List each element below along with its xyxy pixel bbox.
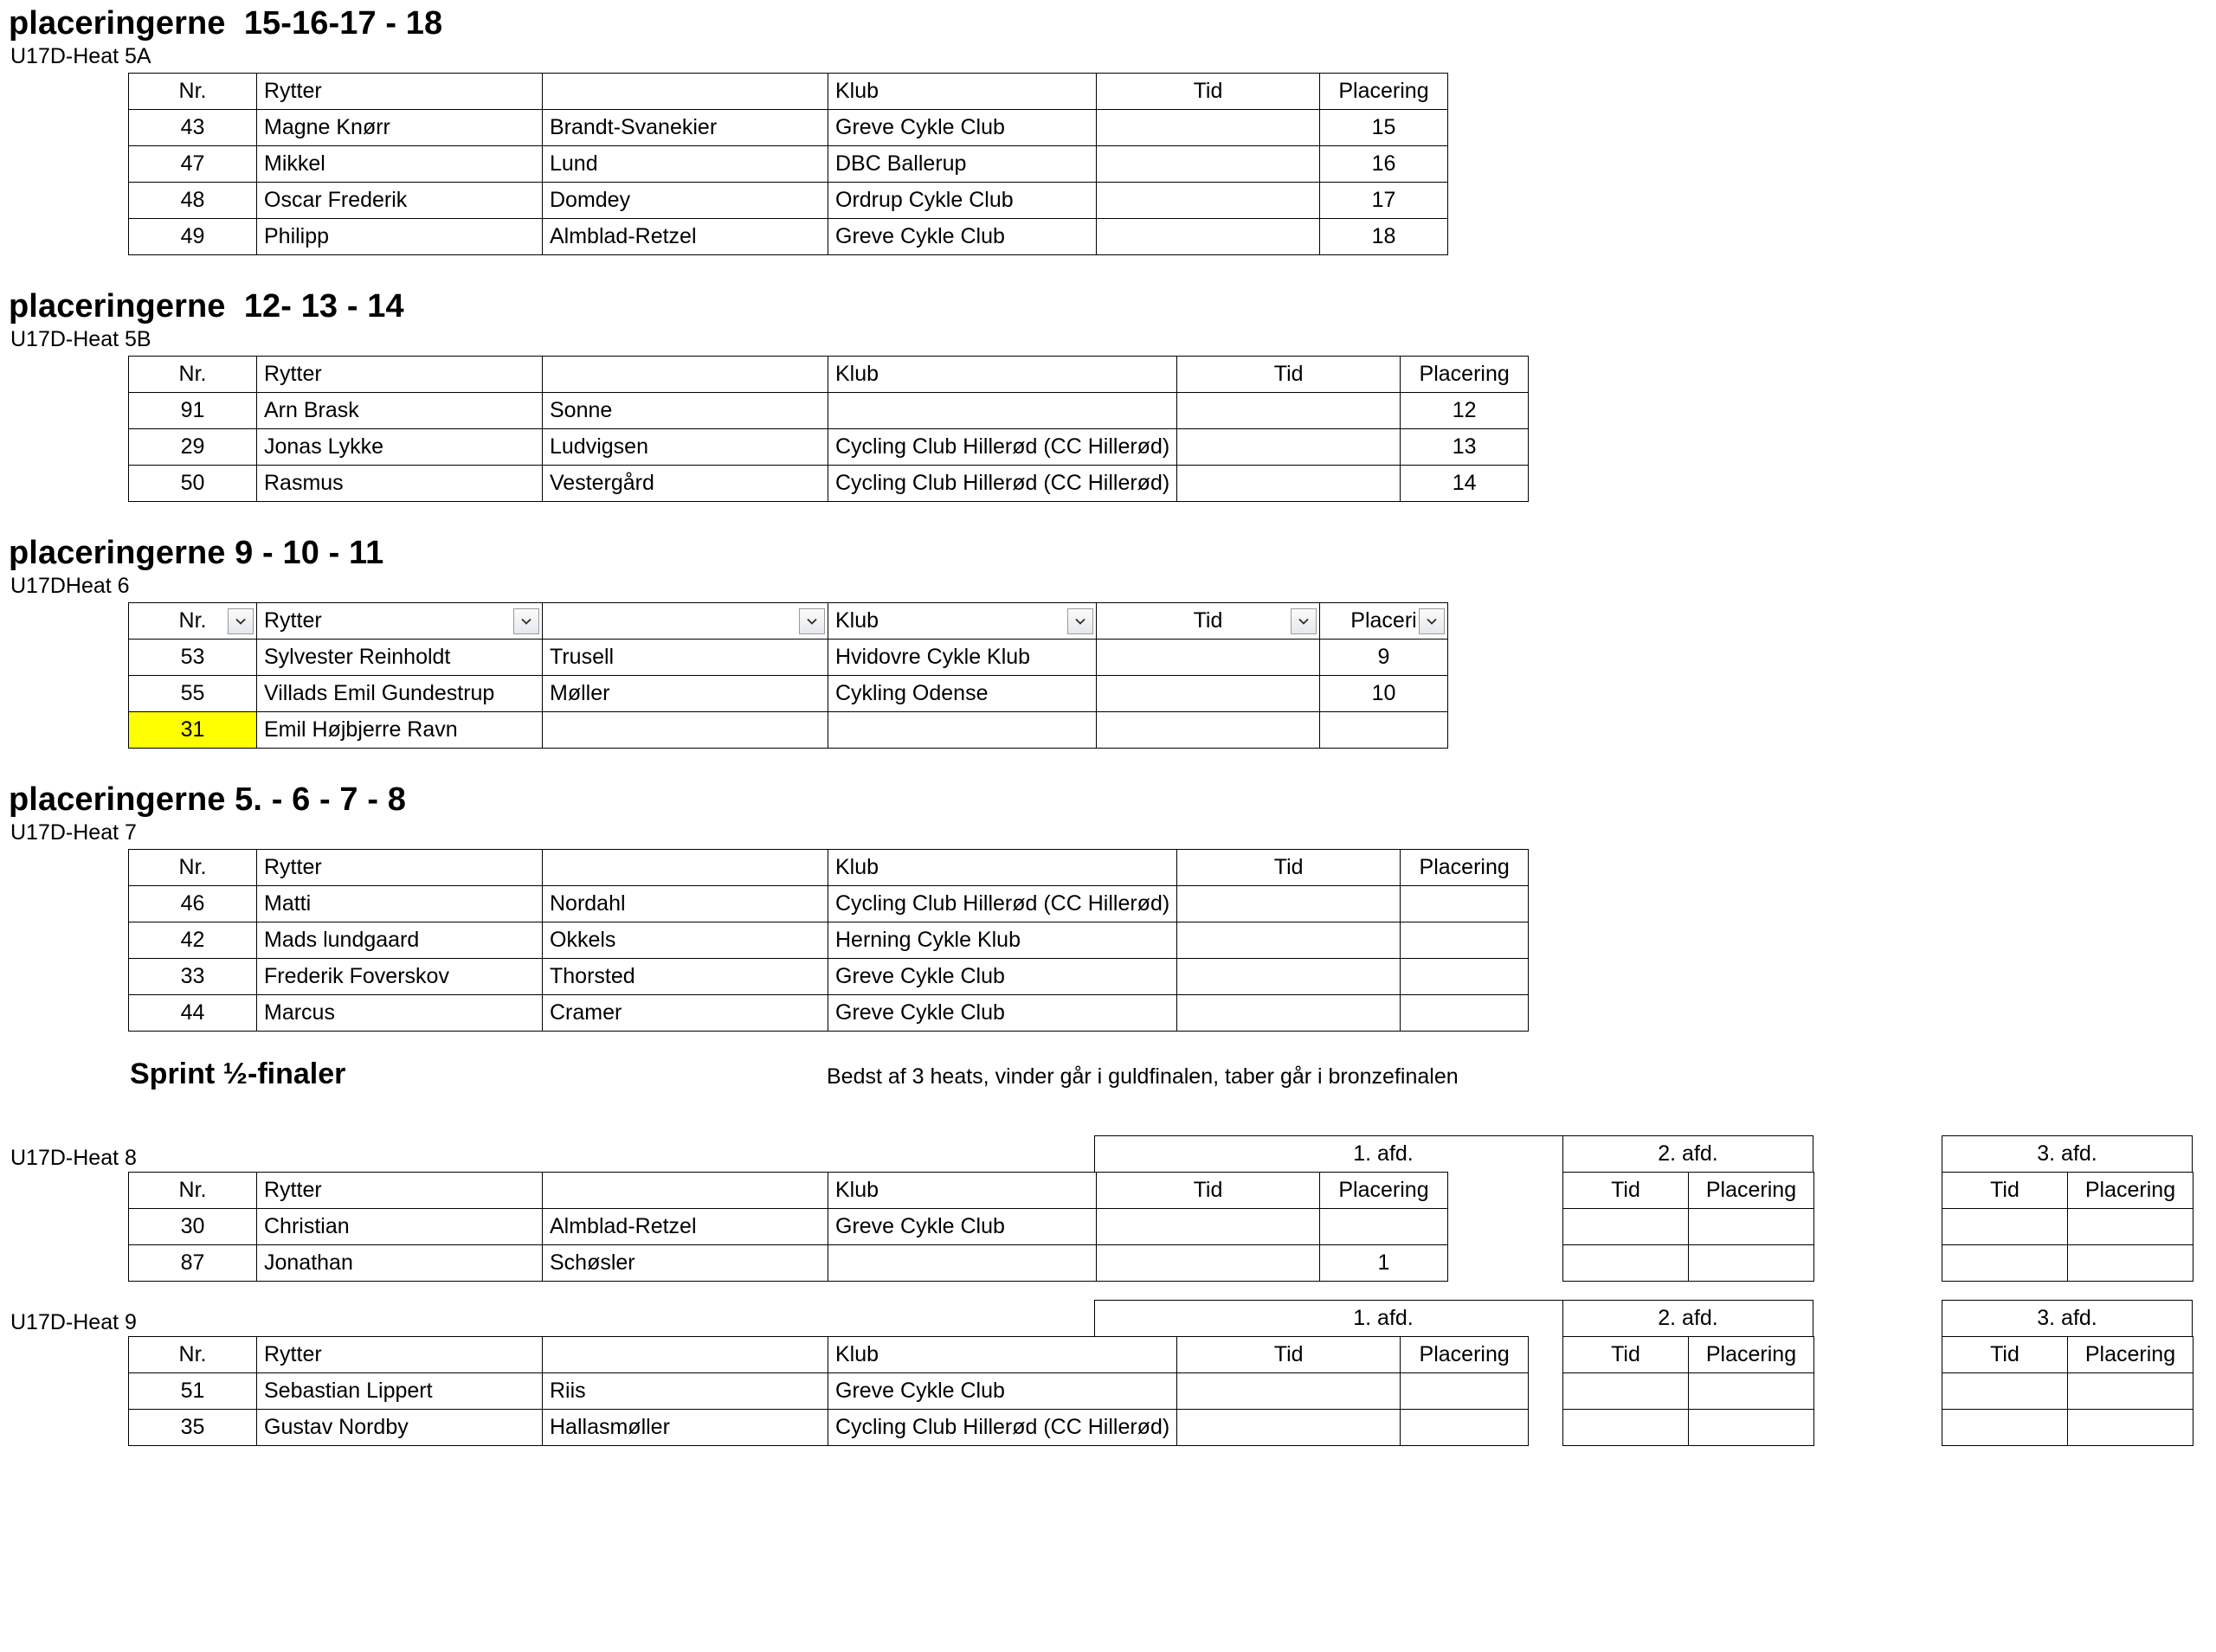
cell-rytter: Jonas Lykke xyxy=(257,429,543,466)
col-placering xyxy=(1320,603,1448,640)
table-row xyxy=(129,429,1529,466)
filter-dropdown-icon[interactable] xyxy=(1419,608,1445,634)
results-table xyxy=(128,602,1448,749)
results-table xyxy=(128,73,1448,255)
heat-label: U17D-Heat 7 xyxy=(10,820,137,845)
cell-tid xyxy=(1177,1410,1401,1446)
cell-efternavn: Trusell xyxy=(543,640,828,676)
cell-rytter: Gustav Nordby xyxy=(257,1410,543,1446)
cell-placering: 18 xyxy=(1320,219,1448,255)
cell-tid xyxy=(1563,1373,1689,1410)
afd-1-label: 1. afd. xyxy=(1094,1300,1672,1336)
cell-placering: 14 xyxy=(1401,466,1529,502)
section-heat-8 xyxy=(0,1104,2216,1275)
cell-rytter: Mads lundgaard xyxy=(257,922,543,959)
table-row xyxy=(1563,1209,1814,1245)
table-row xyxy=(1563,1410,1814,1446)
cell-efternavn: Sonne xyxy=(543,393,828,429)
col-efternavn xyxy=(543,357,828,393)
cell-tid xyxy=(1097,219,1320,255)
section-title: placeringerne 5. - 6 - 7 - 8 xyxy=(9,781,406,818)
cell-efternavn: Almblad-Retzel xyxy=(543,1209,828,1245)
col-tid: Tid xyxy=(1942,1173,2068,1209)
col-efternavn xyxy=(543,1173,828,1209)
col-tid: Tid xyxy=(1097,1173,1320,1209)
table-header-row xyxy=(1563,1173,1814,1209)
cell-tid xyxy=(1097,110,1320,146)
cell-klub: Cycling Club Hillerød (CC Hillerød) xyxy=(828,429,1177,466)
col-tid: Tid xyxy=(1177,1337,1401,1373)
cell-rytter: Sylvester Reinholdt xyxy=(257,640,543,676)
cell-tid xyxy=(1563,1209,1689,1245)
afd-2-label: 2. afd. xyxy=(1562,1135,1813,1172)
cell-nr: 51 xyxy=(129,1373,257,1410)
col-placering-label: Placeri xyxy=(1350,608,1417,633)
table-row xyxy=(1563,1373,1814,1410)
filter-dropdown-icon[interactable] xyxy=(1291,608,1317,634)
cell-placering xyxy=(1401,1410,1529,1446)
col-efternavn xyxy=(543,850,828,886)
cell-efternavn: Schøsler xyxy=(543,1245,828,1282)
cell-tid xyxy=(1177,393,1401,429)
cell-efternavn xyxy=(543,712,828,749)
cell-tid xyxy=(1097,640,1320,676)
cell-efternavn: Møller xyxy=(543,676,828,712)
cell-klub: Greve Cykle Club xyxy=(828,219,1097,255)
cell-placering xyxy=(1320,1209,1448,1245)
cell-efternavn: Vestergård xyxy=(543,466,828,502)
cell-rytter: Frederik Foverskov xyxy=(257,959,543,995)
afd-3-label: 3. afd. xyxy=(1942,1300,2193,1336)
cell-nr: 48 xyxy=(129,183,257,219)
cell-tid xyxy=(1097,712,1320,749)
table-row xyxy=(129,886,1529,922)
table-row xyxy=(129,959,1529,995)
cell-efternavn: Brandt-Svanekier xyxy=(543,110,828,146)
afd-2-table xyxy=(1562,1172,1814,1282)
section-heat-5b xyxy=(0,288,2216,502)
table-row xyxy=(1942,1373,2193,1410)
heat-label: U17D-Heat 8 xyxy=(10,1146,137,1170)
cell-placering xyxy=(2068,1373,2193,1410)
col-placering: Placering xyxy=(1320,1173,1448,1209)
col-efternavn xyxy=(543,74,828,110)
cell-placering xyxy=(1689,1209,1814,1245)
section-title: placeringerne 9 - 10 - 11 xyxy=(9,535,384,571)
table-row xyxy=(129,1373,1529,1410)
table-header-row xyxy=(129,1337,1529,1373)
cell-rytter: Rasmus xyxy=(257,466,543,502)
cell-tid xyxy=(1177,995,1401,1032)
col-tid xyxy=(1097,603,1320,640)
col-klub xyxy=(828,603,1097,640)
results-table xyxy=(128,1336,1529,1446)
cell-klub: Greve Cykle Club xyxy=(828,1209,1097,1245)
cell-rytter: Emil Højbjerre Ravn xyxy=(257,712,543,749)
heat-label: U17DHeat 6 xyxy=(10,574,130,598)
col-tid: Tid xyxy=(1942,1337,2068,1373)
table-header-row xyxy=(129,603,1448,640)
heat-9-afd-2-block xyxy=(1562,1300,1814,1446)
col-rytter: Rytter xyxy=(257,1337,543,1373)
col-klub: Klub xyxy=(828,850,1177,886)
cell-tid xyxy=(1177,429,1401,466)
cell-placering: 13 xyxy=(1401,429,1529,466)
cell-placering: 17 xyxy=(1320,183,1448,219)
cell-tid xyxy=(1177,886,1401,922)
table-row xyxy=(129,183,1448,219)
cell-tid xyxy=(1097,676,1320,712)
col-efternavn xyxy=(543,1337,828,1373)
heat-8-afd-3-block xyxy=(1942,1135,2193,1282)
cell-tid xyxy=(1097,1209,1320,1245)
cell-placering xyxy=(1401,922,1529,959)
cell-nr: 87 xyxy=(129,1245,257,1282)
col-klub: Klub xyxy=(828,74,1097,110)
results-table xyxy=(128,849,1529,1032)
table-row xyxy=(129,146,1448,183)
afd-1-label: 1. afd. xyxy=(1094,1135,1672,1172)
cell-klub: DBC Ballerup xyxy=(828,146,1097,183)
section-heat-6 xyxy=(0,535,2216,749)
cell-rytter: Arn Brask xyxy=(257,393,543,429)
cell-tid xyxy=(1942,1410,2068,1446)
sprint-note: Bedst af 3 heats, vinder går i guldfinalen, taber går i bronzefinalen xyxy=(827,1064,1459,1089)
col-rytter: Rytter xyxy=(257,74,543,110)
filter-dropdown-icon[interactable] xyxy=(513,608,539,634)
col-nr: Nr. xyxy=(129,1337,257,1373)
table-row xyxy=(129,640,1448,676)
col-efternavn xyxy=(543,603,828,640)
cell-klub: Cycling Club Hillerød (CC Hillerød) xyxy=(828,886,1177,922)
col-rytter: Rytter xyxy=(257,850,543,886)
cell-placering xyxy=(1689,1373,1814,1410)
cell-efternavn: Almblad-Retzel xyxy=(543,219,828,255)
col-placering: Placering xyxy=(1401,357,1529,393)
col-placering: Placering xyxy=(1689,1173,1814,1209)
cell-rytter: Marcus xyxy=(257,995,543,1032)
heat-label: U17D-Heat 9 xyxy=(10,1310,137,1334)
cell-nr: 50 xyxy=(129,466,257,502)
col-placering: Placering xyxy=(1401,850,1529,886)
table-row xyxy=(1942,1209,2193,1245)
cell-klub: Greve Cykle Club xyxy=(828,959,1177,995)
table-row xyxy=(129,110,1448,146)
filter-dropdown-icon[interactable] xyxy=(1067,608,1093,634)
cell-nr: 47 xyxy=(129,146,257,183)
cell-tid xyxy=(1097,146,1320,183)
cell-nr: 33 xyxy=(129,959,257,995)
cell-placering: 1 xyxy=(1320,1245,1448,1282)
cell-klub xyxy=(828,712,1097,749)
col-nr: Nr. xyxy=(129,74,257,110)
cell-placering xyxy=(1401,995,1529,1032)
table-row xyxy=(1942,1410,2193,1446)
cell-nr: 53 xyxy=(129,640,257,676)
afd-3-table xyxy=(1942,1172,2193,1282)
cell-nr: 55 xyxy=(129,676,257,712)
col-placering: Placering xyxy=(1320,74,1448,110)
col-placering: Placering xyxy=(1689,1337,1814,1373)
col-tid-label: Tid xyxy=(1193,608,1223,633)
col-nr: Nr. xyxy=(129,1173,257,1209)
col-placering: Placering xyxy=(2068,1337,2193,1373)
heat-label: U17D-Heat 5A xyxy=(10,44,151,68)
cell-efternavn: Nordahl xyxy=(543,886,828,922)
cell-klub: Greve Cykle Club xyxy=(828,995,1177,1032)
cell-efternavn: Riis xyxy=(543,1373,828,1410)
table-header-row xyxy=(1942,1337,2193,1373)
cell-klub: Cykling Odense xyxy=(828,676,1097,712)
cell-efternavn: Domdey xyxy=(543,183,828,219)
cell-tid xyxy=(1942,1373,2068,1410)
col-rytter-label: Rytter xyxy=(264,608,322,633)
cell-klub: Hvidovre Cykle Klub xyxy=(828,640,1097,676)
cell-efternavn: Okkels xyxy=(543,922,828,959)
table-row xyxy=(129,1209,1448,1245)
cell-efternavn: Cramer xyxy=(543,995,828,1032)
heat-8-main-block xyxy=(128,1135,1672,1282)
afd-2-table xyxy=(1562,1336,1814,1446)
cell-tid xyxy=(1177,922,1401,959)
table-header-row xyxy=(129,357,1529,393)
table-row xyxy=(129,466,1529,502)
cell-placering xyxy=(1401,1373,1529,1410)
afd-3-label: 3. afd. xyxy=(1942,1135,2193,1172)
cell-placering: 16 xyxy=(1320,146,1448,183)
col-tid: Tid xyxy=(1177,850,1401,886)
cell-klub: Cycling Club Hillerød (CC Hillerød) xyxy=(828,1410,1177,1446)
col-rytter: Rytter xyxy=(257,357,543,393)
cell-nr: 30 xyxy=(129,1209,257,1245)
cell-rytter: Philipp xyxy=(257,219,543,255)
col-nr: Nr. xyxy=(129,850,257,886)
section-heat-9 xyxy=(0,1269,2216,1439)
cell-nr: 46 xyxy=(129,886,257,922)
col-nr xyxy=(129,603,257,640)
cell-klub: Greve Cykle Club xyxy=(828,1373,1177,1410)
section-heat-7 xyxy=(0,781,2216,1032)
col-rytter: Rytter xyxy=(257,1173,543,1209)
cell-rytter: Villads Emil Gundestrup xyxy=(257,676,543,712)
cell-efternavn: Thorsted xyxy=(543,959,828,995)
cell-rytter: Oscar Frederik xyxy=(257,183,543,219)
cell-placering: 12 xyxy=(1401,393,1529,429)
sprint-title: Sprint ½-finaler xyxy=(130,1057,346,1090)
cell-klub xyxy=(828,393,1177,429)
heat-label: U17D-Heat 5B xyxy=(10,327,151,351)
table-header-row xyxy=(129,850,1529,886)
heat-9-afd-3-block xyxy=(1942,1300,2193,1446)
afd-3-table xyxy=(1942,1336,2193,1446)
afd-2-label: 2. afd. xyxy=(1562,1300,1813,1336)
cell-nr: 29 xyxy=(129,429,257,466)
cell-nr: 42 xyxy=(129,922,257,959)
cell-rytter: Christian xyxy=(257,1209,543,1245)
col-placering: Placering xyxy=(2068,1173,2193,1209)
cell-klub: Cycling Club Hillerød (CC Hillerød) xyxy=(828,466,1177,502)
filter-dropdown-icon[interactable] xyxy=(799,608,825,634)
col-klub: Klub xyxy=(828,1173,1097,1209)
table-row xyxy=(129,922,1529,959)
col-tid: Tid xyxy=(1563,1173,1689,1209)
col-tid: Tid xyxy=(1563,1337,1689,1373)
cell-placering xyxy=(1689,1410,1814,1446)
col-nr-label: Nr. xyxy=(178,608,207,633)
cell-placering xyxy=(2068,1410,2193,1446)
cell-efternavn: Lund xyxy=(543,146,828,183)
cell-nr: 35 xyxy=(129,1410,257,1446)
col-klub: Klub xyxy=(828,1337,1177,1373)
cell-rytter: Jonathan xyxy=(257,1245,543,1282)
filter-dropdown-icon[interactable] xyxy=(228,608,254,634)
table-row xyxy=(129,712,1448,749)
table-header-row xyxy=(1942,1173,2193,1209)
col-placering: Placering xyxy=(1401,1337,1529,1373)
table-header-row xyxy=(129,74,1448,110)
cell-tid xyxy=(1942,1209,2068,1245)
cell-rytter: Mikkel xyxy=(257,146,543,183)
cell-efternavn: Hallasmøller xyxy=(543,1410,828,1446)
table-row xyxy=(129,219,1448,255)
cell-rytter: Sebastian Lippert xyxy=(257,1373,543,1410)
cell-klub: Herning Cykle Klub xyxy=(828,922,1177,959)
section-title: placeringerne 12- 13 - 14 xyxy=(9,288,404,325)
cell-tid xyxy=(1097,183,1320,219)
cell-placering xyxy=(1401,886,1529,922)
cell-placering xyxy=(1401,959,1529,995)
table-row xyxy=(129,393,1529,429)
section-title: placeringerne 15-16-17 - 18 xyxy=(9,5,443,42)
heat-8-afd-2-block xyxy=(1562,1135,1814,1282)
heat-9-main-block xyxy=(128,1300,1672,1446)
cell-nr: 91 xyxy=(129,393,257,429)
table-header-row xyxy=(1563,1337,1814,1373)
cell-nr: 49 xyxy=(129,219,257,255)
table-row xyxy=(129,676,1448,712)
col-tid: Tid xyxy=(1177,357,1401,393)
table-header-row xyxy=(129,1173,1448,1209)
cell-placering: 15 xyxy=(1320,110,1448,146)
cell-rytter: Matti xyxy=(257,886,543,922)
cell-tid xyxy=(1177,1373,1401,1410)
table-row xyxy=(129,995,1529,1032)
results-table xyxy=(128,1172,1448,1282)
cell-placering xyxy=(2068,1209,2193,1245)
cell-efternavn: Ludvigsen xyxy=(543,429,828,466)
cell-klub: Greve Cykle Club xyxy=(828,110,1097,146)
cell-placering: 10 xyxy=(1320,676,1448,712)
cell-tid xyxy=(1563,1410,1689,1446)
results-table xyxy=(128,356,1529,502)
sprint-semifinals-header xyxy=(0,1057,2216,1102)
col-rytter xyxy=(257,603,543,640)
cell-placering: 9 xyxy=(1320,640,1448,676)
cell-nr: 44 xyxy=(129,995,257,1032)
table-row xyxy=(129,1410,1529,1446)
cell-klub: Ordrup Cykle Club xyxy=(828,183,1097,219)
cell-nr: 43 xyxy=(129,110,257,146)
col-nr: Nr. xyxy=(129,357,257,393)
cell-tid xyxy=(1177,959,1401,995)
cell-placering xyxy=(1320,712,1448,749)
col-tid: Tid xyxy=(1097,74,1320,110)
col-klub: Klub xyxy=(828,357,1177,393)
cell-tid xyxy=(1177,466,1401,502)
col-klub-label: Klub xyxy=(835,608,879,633)
section-heat-5a xyxy=(0,5,2216,255)
cell-nr-highlighted: 31 xyxy=(129,712,257,749)
cell-rytter: Magne Knørr xyxy=(257,110,543,146)
